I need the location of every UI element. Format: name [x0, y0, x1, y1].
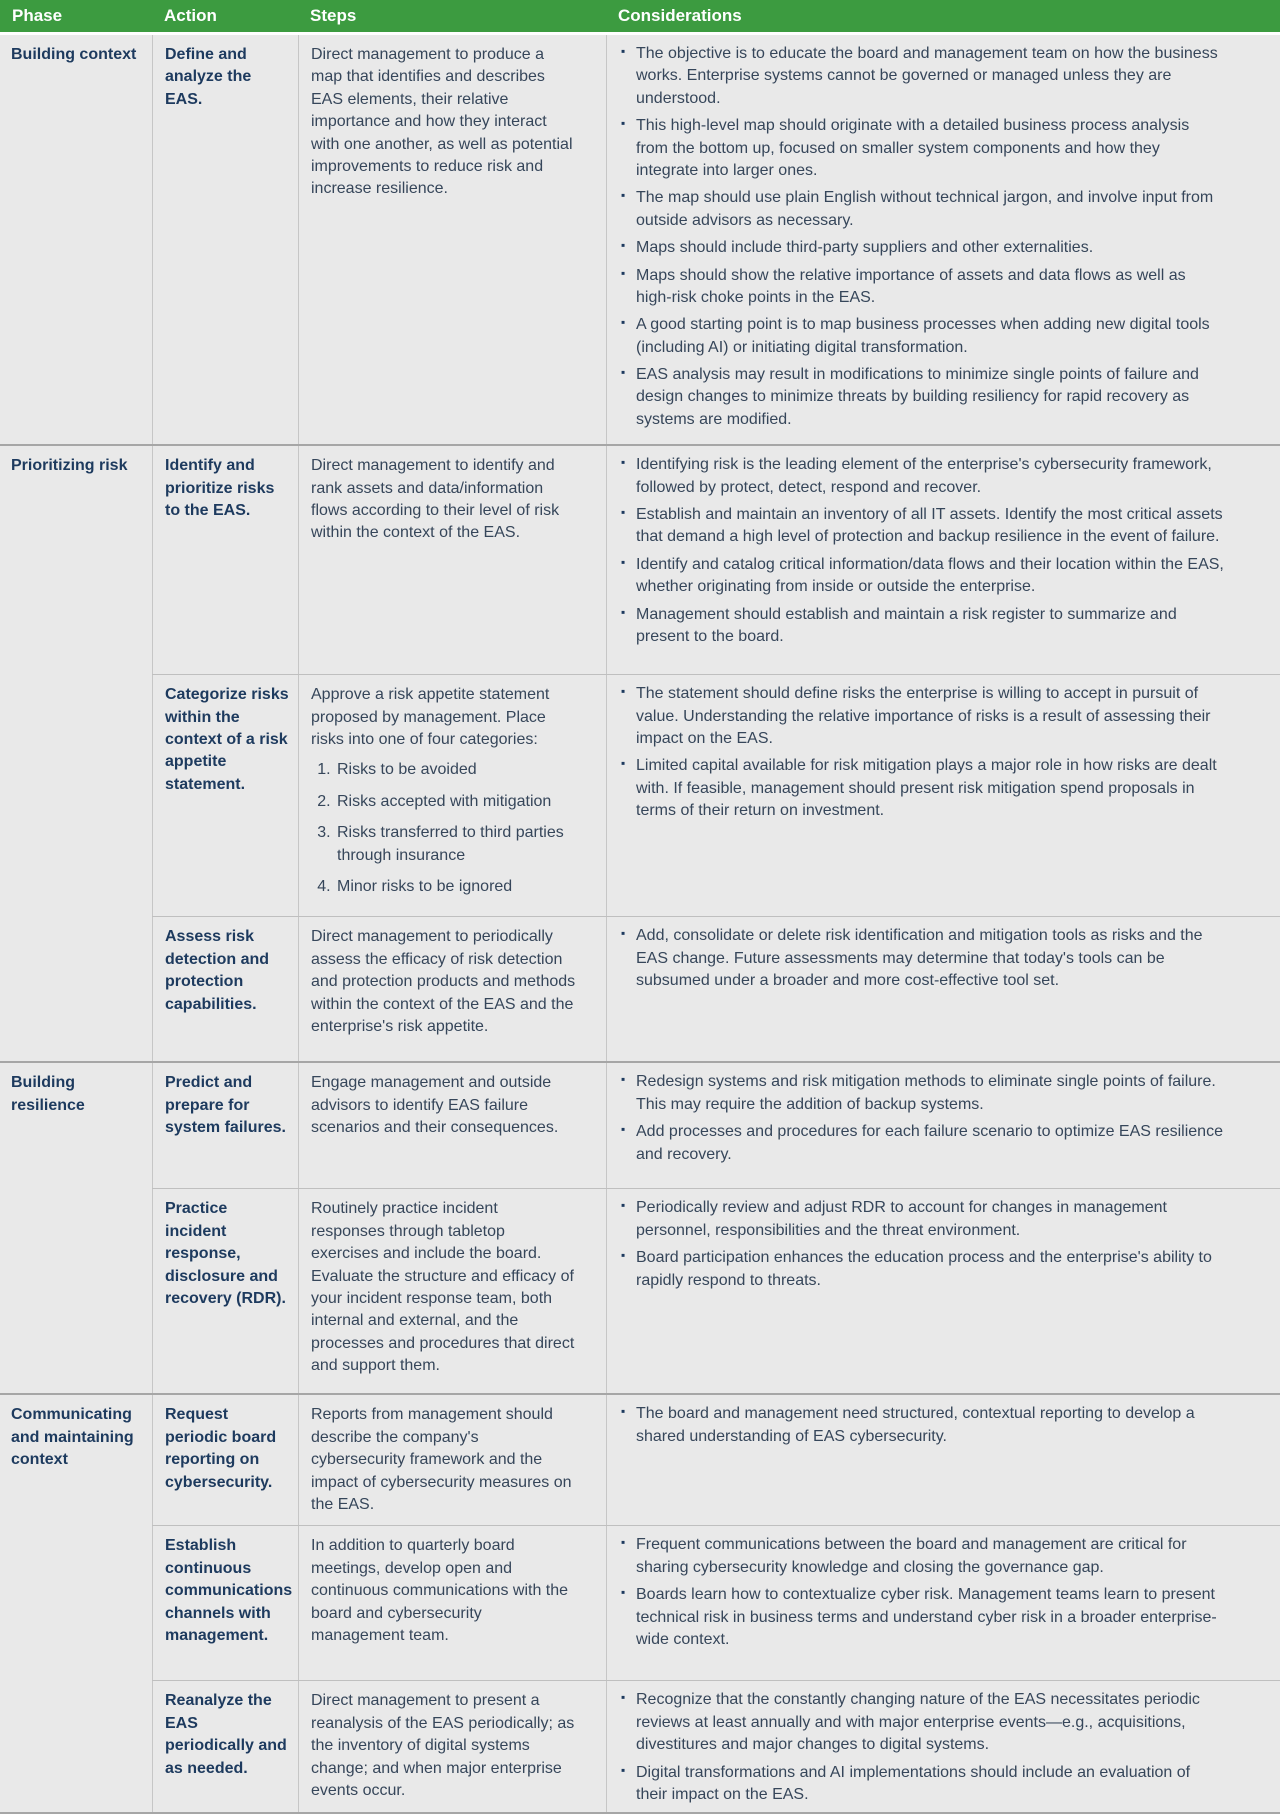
phase-rows	[152, 1395, 1280, 1814]
phase-rows	[152, 35, 1280, 444]
phase-rows	[152, 1063, 1280, 1393]
action-cell: Practice incident response, disclosure and recovery (RDR).	[152, 1189, 298, 1393]
consideration-item: ▪ The objective is to educate the board and management team on how the business works. Enterprise systems cannot be governed or managed unless they are understood.	[619, 43, 1225, 110]
phase-name: Building resilience	[0, 1063, 152, 1393]
consideration-item: ▪ The map should use plain English without technical jargon, and involve input from outside advisors as necessary.	[619, 187, 1225, 232]
steps-list-item: 1. Risks to be avoided	[335, 759, 576, 781]
action-cell: Categorize risks within the context of a risk appetite statement.	[152, 675, 298, 916]
phase-name: Communicating and maintaining context	[0, 1395, 152, 1814]
steps-text: Reports from management should describe the company's cybersecurity framework and the impact of cybersecurity measures on the EAS.	[311, 1406, 572, 1513]
table-row	[152, 1063, 1280, 1188]
considerations-cell	[606, 675, 1280, 916]
considerations-cell	[606, 446, 1280, 674]
steps-text: Approve a risk appetite statement proposed by management. Place risks into one of four categories:	[311, 686, 550, 749]
considerations-cell	[606, 1063, 1280, 1188]
action-cell: Identify and prioritize risks to the EAS.	[152, 446, 298, 674]
table-row	[152, 1395, 1280, 1525]
consideration-item: ▪ Maps should include third-party suppliers and other externalities.	[619, 237, 1225, 259]
phase-rows	[152, 446, 1280, 1061]
steps-cell	[298, 1681, 606, 1814]
consideration-item: ▪ Recognize that the constantly changing nature of the EAS necessitates periodic reviews at least annually and with major enterprise events—e.g., acquisitions, divestitures and major changes to digital systems.	[619, 1689, 1225, 1756]
steps-cell	[298, 1395, 606, 1525]
phase-name: Prioritizing risk	[0, 446, 152, 1061]
steps-text: Engage management and outside advisors to identify EAS failure scenarios and their consequences.	[311, 1074, 559, 1137]
consideration-item: ▪ Boards learn how to contextualize cyber risk. Management teams learn to present technical risk in business terms and understand cyber risk in a broader enterprise-wide context.	[619, 1584, 1225, 1651]
consideration-item: ▪ Redesign systems and risk mitigation methods to eliminate single points of failure. This may require the addition of backup systems.	[619, 1071, 1225, 1116]
steps-cell	[298, 35, 606, 444]
consideration-item: ▪ Identify and catalog critical information/data flows and their location within the EAS, whether originating from inside or outside the enterprise.	[619, 554, 1225, 599]
action-cell: Reanalyze the EAS periodically and as needed.	[152, 1681, 298, 1814]
consideration-item: ▪ A good starting point is to map business processes when adding new digital tools (including AI) or initiating digital transformation.	[619, 314, 1225, 359]
steps-cell	[298, 917, 606, 1061]
steps-text: In addition to quarterly board meetings, develop open and continuous communications with the board and cybersecurity management team.	[311, 1537, 569, 1644]
column-header-action: Action	[164, 6, 217, 26]
table-row	[152, 1525, 1280, 1680]
table-header-row	[0, 0, 1280, 35]
steps-cell	[298, 675, 606, 916]
column-header-considerations: Considerations	[618, 6, 742, 26]
table-row	[152, 1680, 1280, 1814]
steps-cell	[298, 1526, 606, 1680]
considerations-cell	[606, 1526, 1280, 1680]
consideration-item: ▪ Establish and maintain an inventory of all IT assets. Identify the most critical assets that demand a high level of protection and backup resilience in the event of failure.	[619, 504, 1225, 549]
consideration-item: ▪ Add processes and procedures for each failure scenario to optimize EAS resilience and recovery.	[619, 1121, 1225, 1166]
table-row	[152, 916, 1280, 1061]
consideration-item: ▪ Add, consolidate or delete risk identification and mitigation tools as risks and the EAS change. Future assessments may determine that today's tools can be subsumed under a broader and more cost-effective tool set.	[619, 925, 1225, 992]
table-row	[152, 674, 1280, 916]
steps-text: Direct management to identify and rank assets and data/information flows according to their level of risk within the context of the EAS.	[311, 457, 560, 542]
steps-cell	[298, 1189, 606, 1393]
action-cell: Define and analyze the EAS.	[152, 35, 298, 444]
considerations-cell	[606, 917, 1280, 1061]
steps-cell	[298, 446, 606, 674]
table-row	[152, 446, 1280, 674]
consideration-item: ▪ The board and management need structured, contextual reporting to develop a shared understanding of EAS cybersecurity.	[619, 1403, 1225, 1448]
action-cell: Predict and prepare for system failures.	[152, 1063, 298, 1188]
consideration-item: ▪ Periodically review and adjust RDR to account for changes in management personnel, responsibilities and the threat environment.	[619, 1197, 1225, 1242]
steps-text: Direct management to produce a map that identifies and describes EAS elements, their relative importance and how they interact with one another, as well as potential improvements to reduce risk and increase resilience.	[311, 46, 573, 198]
consideration-item: ▪ Digital transformations and AI implementations should include an evaluation of their impact on the EAS.	[619, 1762, 1225, 1807]
phase-name: Building context	[0, 35, 152, 444]
action-cell: Establish continuous communications channels with management.	[152, 1526, 298, 1680]
phase-block-communicating-context	[0, 1393, 1280, 1814]
consideration-item: ▪ Board participation enhances the education process and the enterprise's ability to rapidly respond to threats.	[619, 1247, 1225, 1292]
steps-cell	[298, 1063, 606, 1188]
consideration-item: ▪ Identifying risk is the leading element of the enterprise's cybersecurity framework, followed by protect, detect, respond and recover.	[619, 454, 1225, 499]
steps-numbered-list	[311, 759, 576, 898]
phase-block-building-resilience	[0, 1061, 1280, 1393]
consideration-item: ▪ EAS analysis may result in modifications to minimize single points of failure and design changes to minimize threats by building resiliency for rapid recovery as systems are modified.	[619, 364, 1225, 431]
table-row	[152, 35, 1280, 444]
consideration-item: ▪ Limited capital available for risk mitigation plays a major role in how risks are dealt with. If feasible, management should present risk mitigation spend proposals in terms of their return on investment.	[619, 755, 1225, 822]
considerations-cell	[606, 1681, 1280, 1814]
consideration-item: ▪ Frequent communications between the board and management are critical for sharing cybersecurity knowledge and closing the governance gap.	[619, 1534, 1225, 1579]
considerations-cell	[606, 1395, 1280, 1525]
steps-list-item: 4. Minor risks to be ignored	[335, 876, 576, 898]
considerations-cell	[606, 35, 1280, 444]
column-header-steps: Steps	[310, 6, 357, 26]
steps-text: Direct management to periodically assess the efficacy of risk detection and protection products and methods within the context of the EAS and the enterprise's risk appetite.	[311, 928, 576, 1035]
consideration-item: ▪ Maps should show the relative importance of assets and data flows as well as high-risk choke points in the EAS.	[619, 265, 1225, 310]
steps-text: Routinely practice incident responses through tabletop exercises and include the board. Evaluate the structure and efficacy of your incident response team, both internal and external, and the processes and procedures that direct and support them.	[311, 1200, 575, 1375]
consideration-item: ▪ Management should establish and maintain a risk register to summarize and present to the board.	[619, 604, 1225, 649]
phase-block-building-context	[0, 35, 1280, 444]
considerations-cell	[606, 1189, 1280, 1393]
consideration-item: ▪ This high-level map should originate with a detailed business process analysis from the bottom up, focused on smaller system components and how they integrate into larger ones.	[619, 115, 1225, 182]
phase-block-prioritizing-risk	[0, 444, 1280, 1061]
action-cell: Assess risk detection and protection capabilities.	[152, 917, 298, 1061]
steps-list-item: 3. Risks transferred to third parties through insurance	[335, 822, 576, 867]
column-header-phase: Phase	[12, 6, 63, 26]
table-row	[152, 1188, 1280, 1393]
consideration-item: ▪ The statement should define risks the enterprise is willing to accept in pursuit of value. Understanding the relative importance of risks is a result of assessing their impact on the EAS.	[619, 683, 1225, 750]
steps-list-item: 2. Risks accepted with mitigation	[335, 791, 576, 813]
steps-text: Direct management to present a reanalysis of the EAS periodically; as the inventory of digital systems change; and when major enterprise events occur.	[311, 1692, 575, 1799]
action-cell: Request periodic board reporting on cybersecurity.	[152, 1395, 298, 1525]
